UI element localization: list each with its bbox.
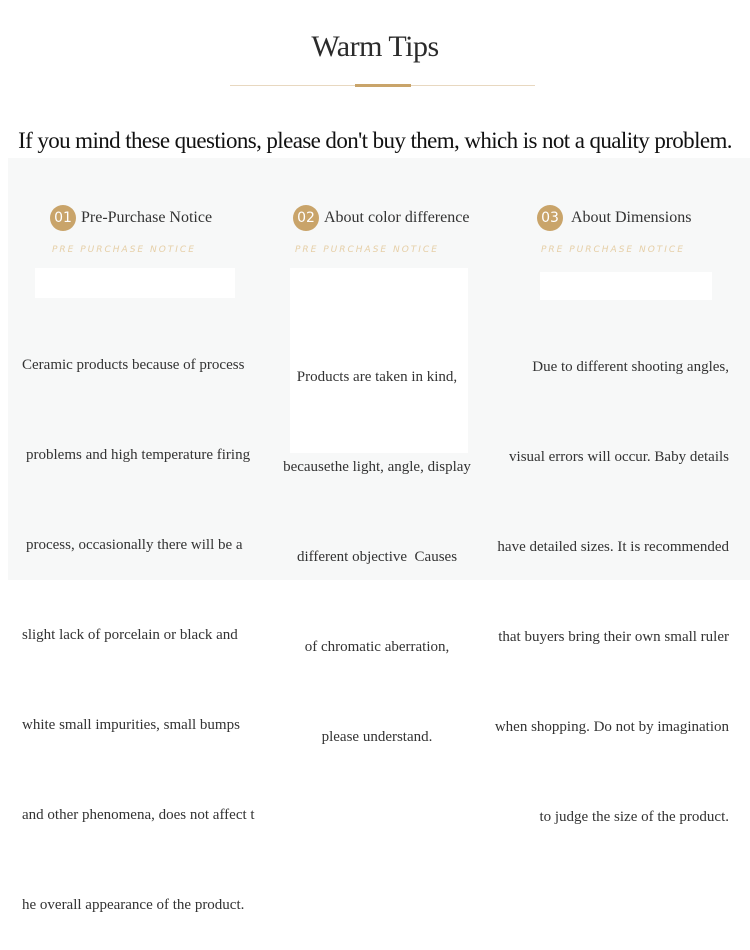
tip-title: Pre-Purchase Notice bbox=[81, 209, 213, 226]
tip-line: process, occasionally there will be a bbox=[26, 537, 243, 553]
tip-line: white small impurities, small bumps bbox=[22, 717, 240, 733]
tip-line: when shopping. Do not by imagination bbox=[494, 719, 729, 735]
tip-line: becausethe light, angle, display bbox=[283, 459, 471, 475]
tip-subtitle: PRE PURCHASE NOTICE bbox=[295, 245, 439, 255]
tip-line: that buyers bring their own small ruler bbox=[498, 629, 729, 645]
tip-header-dimensions bbox=[537, 205, 691, 231]
tip-line: Due to different shooting angles, bbox=[532, 359, 729, 375]
tip-line: please understand. bbox=[321, 729, 433, 745]
tip-header-pre-purchase bbox=[50, 205, 212, 231]
title-divider-accent bbox=[355, 84, 411, 87]
tip-line: Ceramic products because of process bbox=[22, 357, 245, 373]
number-badge: 02 bbox=[293, 205, 319, 231]
headline: If you mind these questions, please don't buy them, which is not a quality problem. bbox=[18, 128, 732, 153]
tip-line: and other phenomena, does not affect t bbox=[22, 807, 255, 823]
tip-body-pre-purchase bbox=[22, 290, 255, 950]
tip-subtitle: PRE PURCHASE NOTICE bbox=[52, 245, 196, 255]
number-badge: 01 bbox=[50, 205, 76, 231]
tip-line: Products are taken in kind, bbox=[296, 369, 458, 385]
tip-body-dimensions bbox=[474, 292, 729, 862]
tip-line: slight lack of porcelain or black and bbox=[22, 627, 238, 643]
tip-title: About color difference bbox=[324, 209, 470, 226]
tip-line: different objective Causes bbox=[296, 549, 458, 565]
tip-line: have detailed sizes. It is recommended bbox=[497, 539, 729, 555]
tip-line: problems and high temperature firing bbox=[26, 447, 251, 463]
number-badge: 03 bbox=[537, 205, 563, 231]
tip-line: he overall appearance of the product. bbox=[22, 897, 245, 913]
tip-line: visual errors will occur. Baby details bbox=[509, 449, 729, 465]
tip-body-color-difference bbox=[275, 302, 479, 782]
tip-header-color-difference bbox=[293, 205, 469, 231]
tip-line: to judge the size of the product. bbox=[539, 809, 729, 825]
page-title: Warm Tips bbox=[311, 30, 439, 63]
tip-subtitle: PRE PURCHASE NOTICE bbox=[541, 245, 685, 255]
tip-line: of chromatic aberration, bbox=[304, 639, 450, 655]
tip-title: About Dimensions bbox=[571, 209, 692, 226]
